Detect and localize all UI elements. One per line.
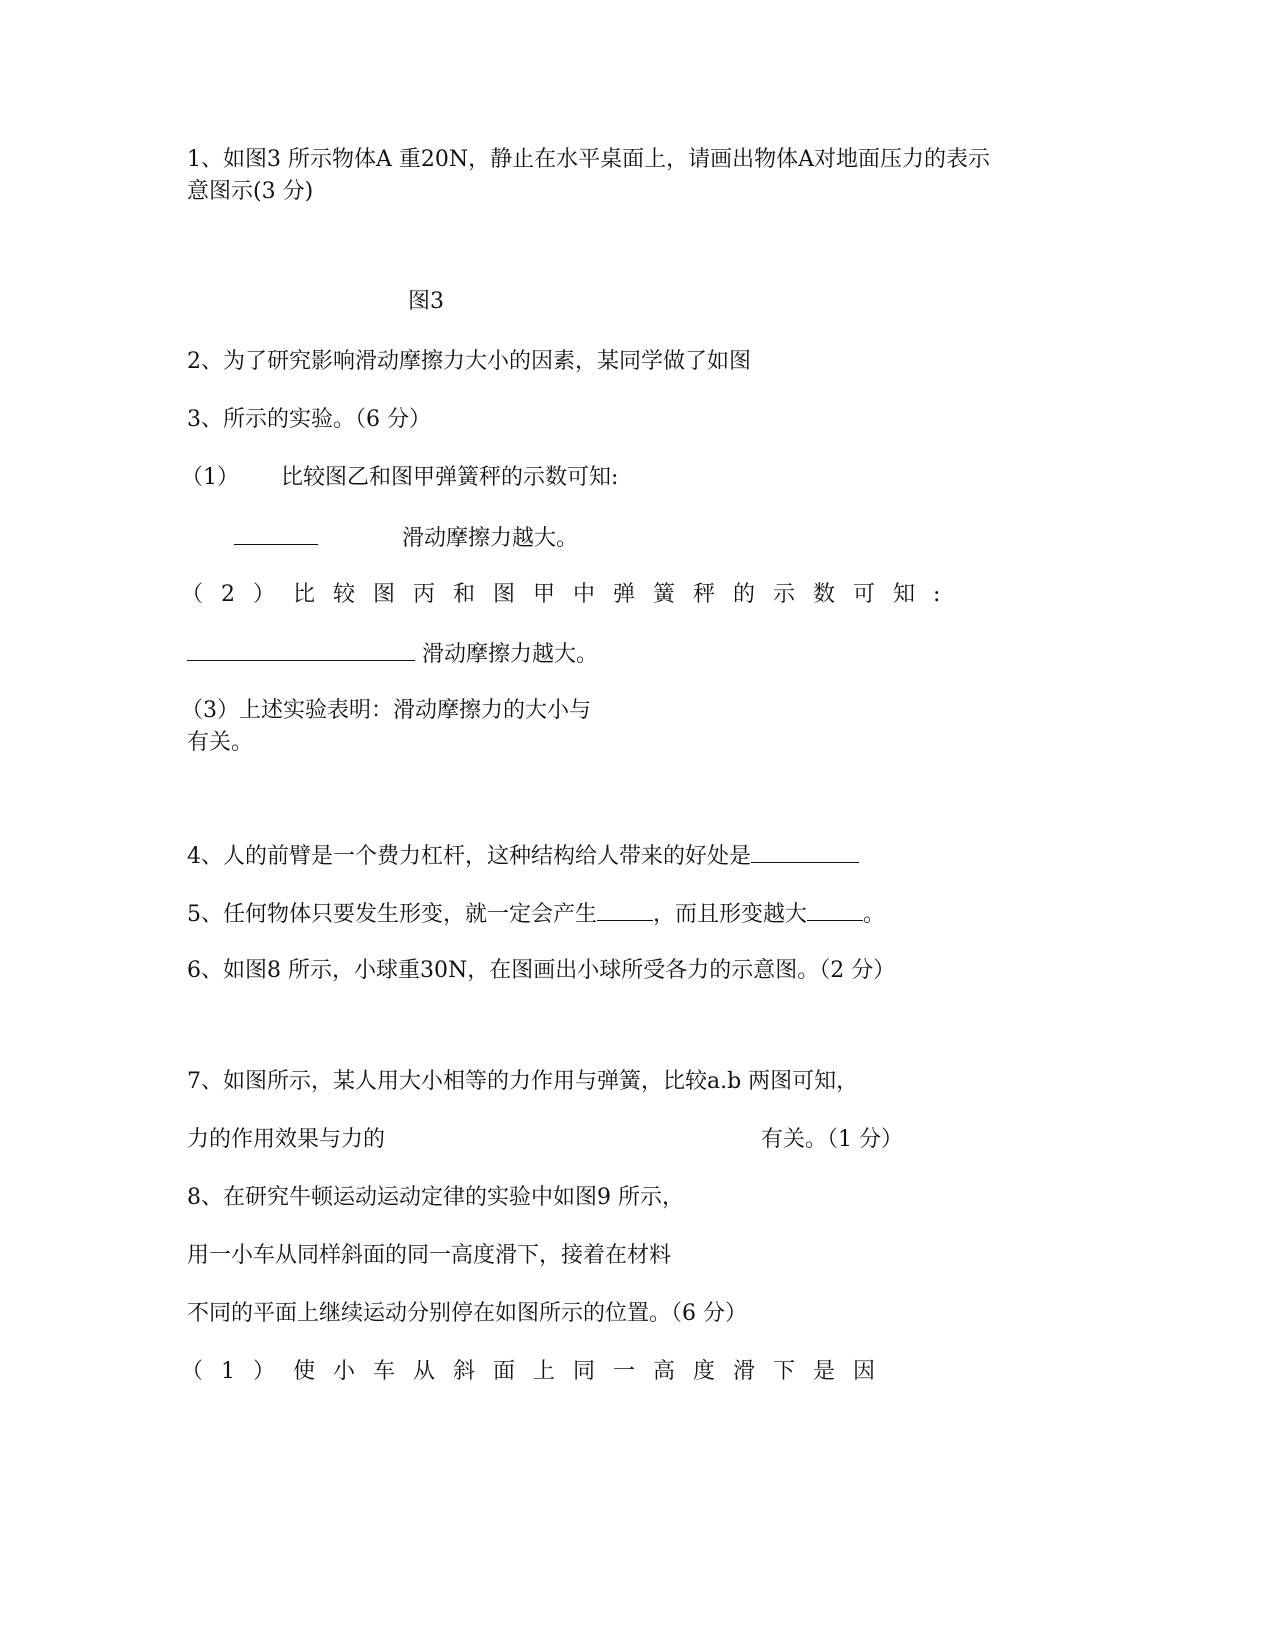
answer-blank[interactable]	[187, 638, 415, 661]
q8-line2: 用一小车从同样斜面的同一高度滑下，接着在材料	[187, 1243, 672, 1268]
q8-line3: 不同的平面上继续运动分别停在如图所示的位置。（6 分）	[187, 1301, 747, 1326]
q3-sub1-answer-line	[234, 522, 578, 554]
q3-sub3-tail: 有关。	[187, 730, 254, 755]
q6-text: 6、如图8 所示，小球重30N，在图画出小球所受各力的示意图。（2 分）	[187, 958, 896, 983]
q3-text: 3、所示的实验。（6 分）	[187, 407, 431, 432]
q3-sub1-text: 比较图乙和图甲弹簧秤的示数可知:	[281, 465, 619, 490]
q5-part2: ，而且形变越大	[653, 902, 808, 927]
q5-part1: 5、任何物体只要发生形变，就一定会产生	[187, 902, 597, 927]
q3-sub2-answer-line	[187, 638, 598, 670]
q8-sub1-question: （1）使小车从斜面上同一高度滑下是因	[181, 1359, 893, 1384]
q7-line2-right: 有关。（1 分）	[761, 1127, 903, 1152]
answer-blank[interactable]	[234, 522, 318, 545]
q3-sub2-question: （2）比较图丙和图甲中弹簧秤的示数可知:	[181, 582, 959, 607]
q7-line1: 7、如图所示，某人用大小相等的力作用与弹簧，比较a.b 两图可知，	[187, 1069, 859, 1094]
answer-blank[interactable]	[597, 898, 653, 921]
q3-sub3-question: （3）上述实验表明：滑动摩擦力的大小与	[181, 698, 591, 723]
q8-line1: 8、在研究牛顿运动运动定律的实验中如图9 所示，	[187, 1185, 684, 1210]
q3-sub1-question	[181, 463, 618, 493]
q3-sub1-answer-tail: 滑动摩擦力越大。	[402, 526, 579, 551]
q2-text: 2、为了研究影响滑动摩擦力大小的因素，某同学做了如图	[187, 349, 751, 374]
q7-line2-left: 力的作用效果与力的	[187, 1127, 386, 1152]
q1-line2: 意图示(3 分)	[187, 179, 314, 204]
q3-sub1-label: （1）	[181, 465, 239, 490]
q4-line	[187, 840, 859, 872]
q3-sub2-answer-tail: 滑动摩擦力越大。	[422, 642, 599, 667]
q4-text: 4、人的前臂是一个费力杠杆，这种结构给人带来的好处是	[187, 844, 751, 869]
answer-blank[interactable]	[807, 898, 863, 921]
q5-part3: 。	[863, 902, 886, 927]
q1-line1: 1、如图3 所示物体A 重20N，静止在水平桌面上，请画出物体A对地面压力的表示	[187, 147, 991, 172]
answer-blank[interactable]	[751, 840, 859, 863]
q5-line	[187, 898, 885, 930]
figure-3-caption: 图3	[408, 289, 444, 314]
